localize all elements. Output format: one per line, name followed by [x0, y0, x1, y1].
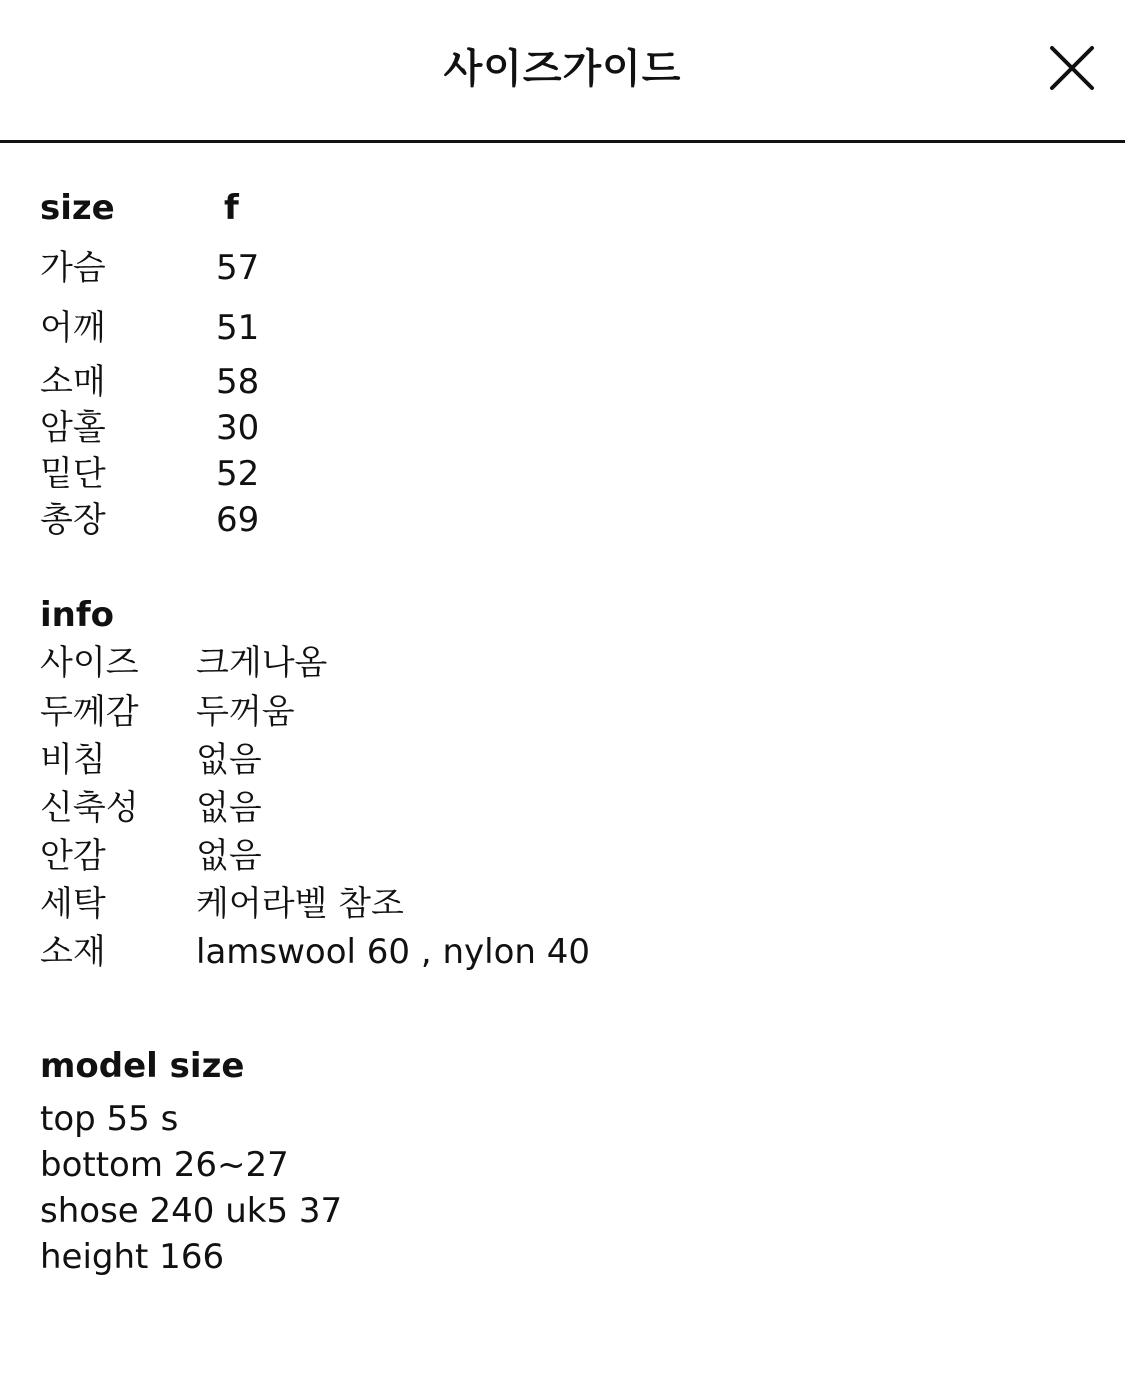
close-button[interactable]	[1046, 42, 1100, 96]
size-row-label: 암홀	[40, 408, 106, 448]
size-row-value: 51	[216, 308, 260, 348]
info-row-label: 두께감	[40, 692, 139, 732]
info-heading-label: info	[40, 595, 115, 635]
info-row-value: lamswool 60 , nylon 40	[196, 932, 591, 972]
size-row-label: 밑단	[40, 454, 106, 494]
page-title: 사이즈가이드	[443, 46, 682, 92]
close-icon	[1046, 42, 1100, 96]
size-section-heading	[40, 186, 239, 230]
model-size-heading	[40, 1044, 244, 1088]
size-row-label: 가슴	[40, 248, 106, 288]
size-row-value: 52	[216, 454, 260, 494]
info-row-label: 비침	[40, 740, 106, 780]
info-section-heading	[40, 593, 114, 637]
size-heading-value: f	[224, 188, 239, 228]
size-row-label: 소매	[40, 362, 106, 402]
info-row-label: 세탁	[40, 884, 106, 924]
info-row-label: 안감	[40, 836, 106, 876]
size-row-label: 총장	[40, 500, 106, 540]
model-size-line: top 55 s	[40, 1099, 179, 1139]
model-size-line: bottom 26~27	[40, 1145, 289, 1185]
model-heading-label: model size	[40, 1046, 245, 1086]
info-row-label: 신축성	[40, 788, 139, 828]
size-row-value: 57	[216, 248, 260, 288]
info-row-value: 케어라벨 참조	[196, 884, 404, 924]
size-row-value: 30	[216, 408, 260, 448]
info-row-value: 없음	[196, 788, 262, 828]
size-row-value: 69	[216, 500, 260, 540]
info-row-value: 두꺼움	[196, 692, 295, 732]
info-row-value: 크게나옴	[196, 643, 328, 683]
info-row-value: 없음	[196, 740, 262, 780]
size-row-value: 58	[216, 362, 260, 402]
size-row-label: 어깨	[40, 308, 106, 348]
model-size-line: shose 240 uk5 37	[40, 1191, 343, 1231]
info-row-label: 소재	[40, 932, 106, 972]
info-row-value: 없음	[196, 836, 262, 876]
modal-header	[0, 0, 1125, 143]
model-size-line: height 166	[40, 1237, 225, 1277]
size-heading-label: size	[40, 188, 115, 228]
info-row-label: 사이즈	[40, 643, 139, 683]
